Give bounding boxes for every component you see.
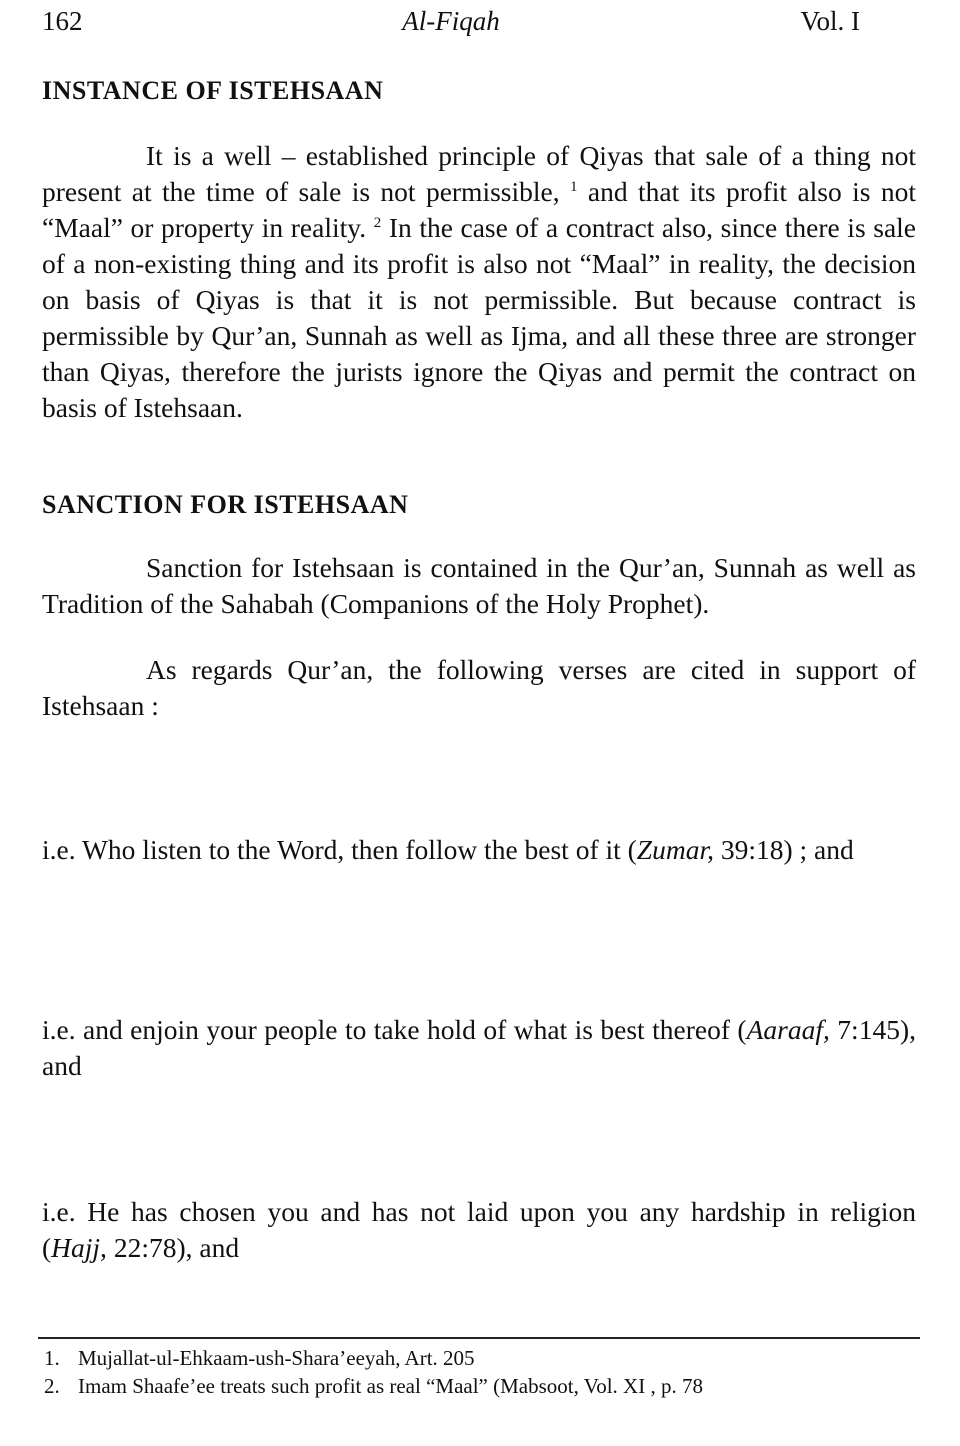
page-number: 162 — [42, 6, 83, 36]
footnote-divider — [38, 1337, 920, 1339]
footnote-ref-2[interactable]: 2 — [373, 214, 382, 231]
verse-gloss-zumar: i.e. Who listen to the Word, then follow the best of it (Zumar, 39:18) ; and — [42, 834, 854, 865]
footnote-item — [44, 1372, 914, 1400]
volume-label: Vol. I — [800, 6, 860, 36]
verse-source: Zumar, — [636, 834, 714, 865]
footnote-number: 2. — [44, 1374, 60, 1398]
verse-source: Aaraaf, — [746, 1014, 830, 1045]
paragraph-text: and that its profit also is not “Maal” or property in reality. — [42, 176, 916, 243]
running-header — [42, 4, 860, 38]
paragraph-quran-verses-intro: As regards Qur’an, the following verses are cited in support of Istehsaan : — [42, 654, 916, 721]
verse-gloss-hajj: i.e. He has chosen you and has not laid upon you any hardship in religion (Hajj, 22:78), and — [42, 1196, 916, 1263]
verse-source: Hajj, — [51, 1232, 107, 1263]
footnotes-list — [44, 1344, 914, 1400]
footnote-text: Imam Shaafe’ee treats such profit as real “Maal” (Mabsoot, Vol. XI , p. 78 — [78, 1374, 703, 1398]
footnote-ref-1[interactable]: 1 — [570, 178, 578, 195]
book-title: Al-Fiqah — [402, 6, 500, 36]
paragraph-text: In the case of a contract also, since there is sale of a non-existing thing and its profit is also not “Maal” in reality, the decision on basis of Qiyas is that it is not permissible. But because contract is permissible by Qur’an, Sunnah as well as Ijma, and all these three are stronger than Qiyas, therefore the jurists ignore the Qiyas and permit the contract on basis of Istehsaan. — [42, 212, 917, 423]
section-heading-instance: INSTANCE OF ISTEHSAAN — [42, 76, 384, 105]
paragraph-text: It is a well – established principle of Qiyas that sale of a thing not present at the time of sale is not permissible, — [42, 140, 916, 207]
paragraph-sanction: Sanction for Istehsaan is contained in the Qur’an, Sunnah as well as Tradition of the Sahabah (Companions of the Holy Prophet). — [42, 552, 916, 619]
verse-gloss-aaraaf: i.e. and enjoin your people to take hold of what is best thereof (Aaraaf, 7:145), and — [42, 1014, 916, 1081]
paragraph-instance-of-istehsaan — [42, 138, 916, 426]
footnote-number: 1. — [44, 1346, 60, 1370]
section-heading-sanction: SANCTION FOR ISTEHSAAN — [42, 490, 409, 519]
footnote-text: Mujallat-ul-Ehkaam-ush-Shara’eeyah, Art. 205 — [78, 1346, 475, 1370]
footnote-item — [44, 1344, 914, 1372]
